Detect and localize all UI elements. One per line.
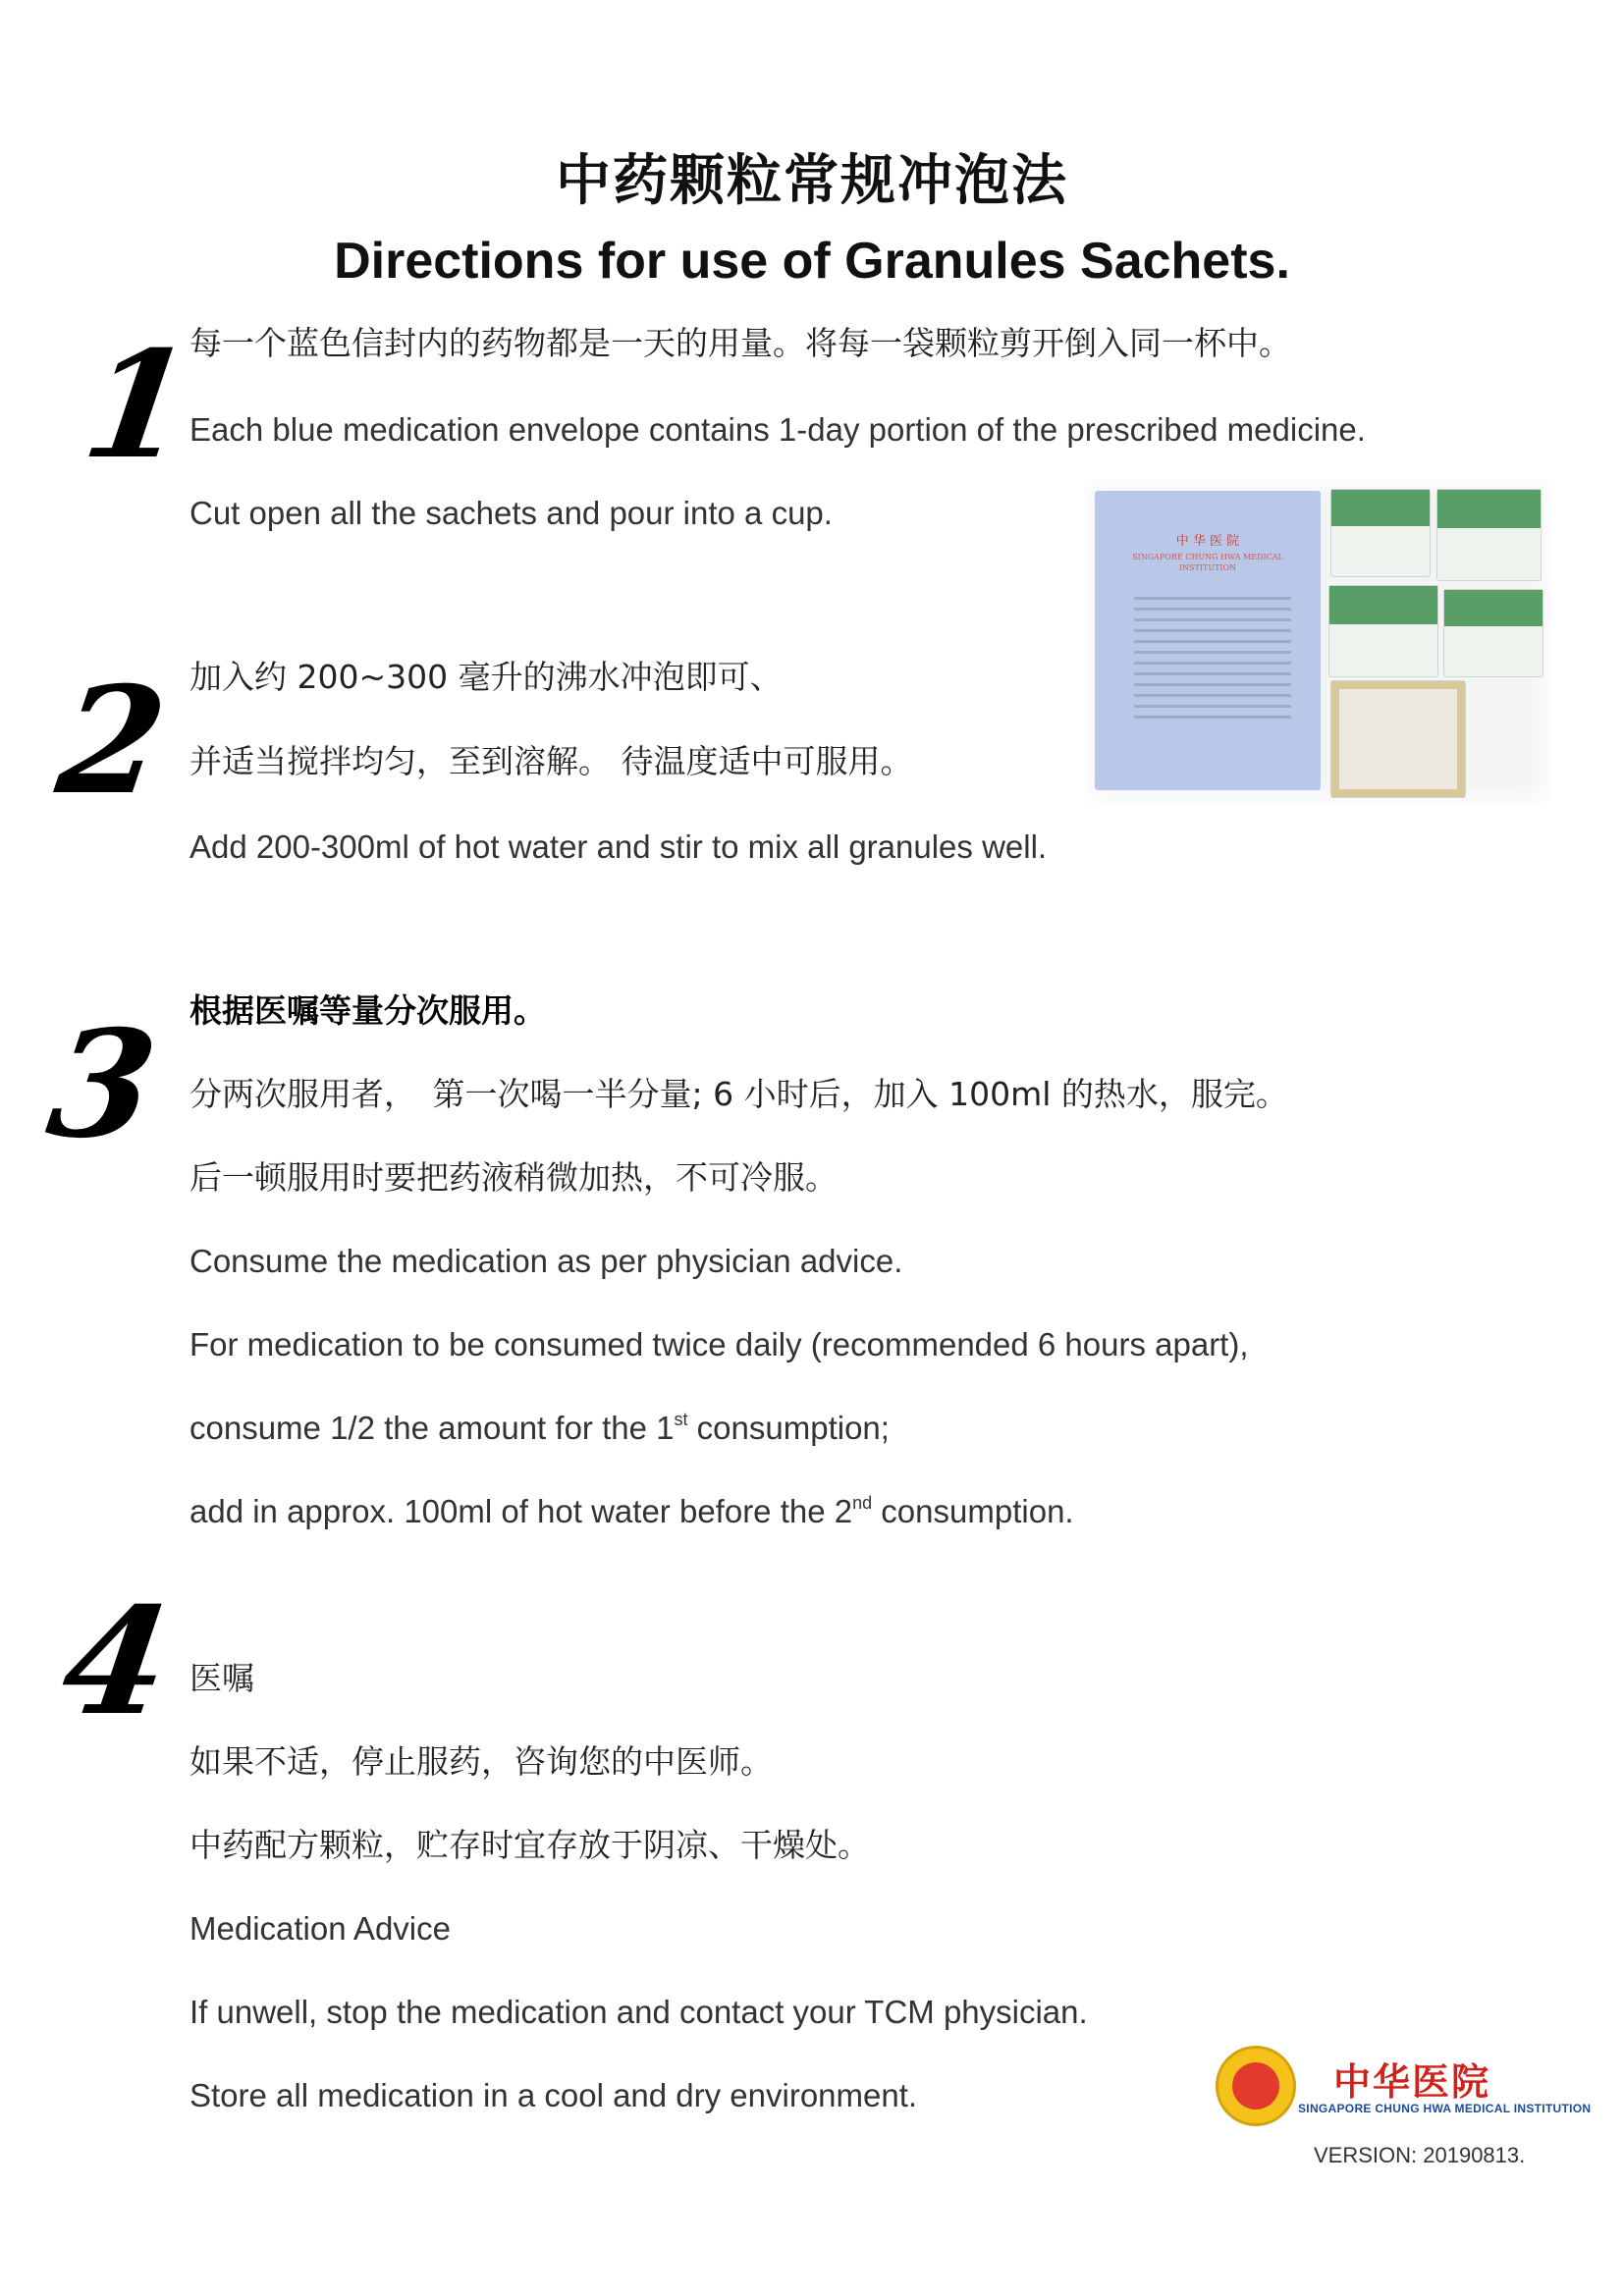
step3-line-en-advice: Consume the medication as per physician advice. <box>189 1243 903 1279</box>
step2-line-cn-2: 并适当搅拌均匀，至到溶解。 待温度适中可服用。 <box>189 742 913 780</box>
blue-envelope <box>1095 491 1321 790</box>
sachet <box>1330 680 1466 798</box>
step-number-1: 1 <box>74 319 201 492</box>
step3-second-sup: nd <box>852 1493 873 1513</box>
hospital-emblem-icon <box>1216 2046 1296 2126</box>
step3-first-sup: st <box>674 1410 688 1429</box>
envelope-subtitle: SINGAPORE CHUNG HWA MEDICAL INSTITUTION <box>1132 553 1283 572</box>
step4-line-en-2: If unwell, stop the medication and contact your TCM physician. <box>189 1994 1088 2030</box>
step3-line-en-first <box>189 1409 890 1448</box>
step1-line-en-1: Each blue medication envelope contains 1-day portion of the prescribed medicine. <box>189 411 1366 448</box>
step4-line-cn-1: 医嘱 <box>189 1659 254 1697</box>
envelope-address-lines <box>1124 589 1291 726</box>
page-title-chinese: 中药颗粒常规冲泡法 <box>556 149 1068 213</box>
step-number-3: 3 <box>38 998 166 1171</box>
step4-line-cn-2: 如果不适，停止服药，咨询您的中医师。 <box>189 1742 773 1781</box>
sachet <box>1328 585 1438 677</box>
step3-second-after: consumption. <box>872 1493 1074 1529</box>
step3-first-after: consumption; <box>687 1410 890 1446</box>
sachet <box>1330 489 1431 577</box>
step4-line-cn-3: 中药配方颗粒，贮存时宜存放于阴凉、干燥处。 <box>189 1826 870 1864</box>
envelope-sachets-photo <box>1085 479 1551 803</box>
sachet <box>1436 489 1542 581</box>
step2-line-en: Add 200-300ml of hot water and stir to mix all granules well. <box>189 828 1048 865</box>
step3-line-en-second <box>189 1492 1074 1531</box>
version-label: VERSION: 20190813. <box>1314 2143 1526 2167</box>
step1-line-en-2: Cut open all the sachets and pour into a cup. <box>189 495 833 531</box>
step3-heading: 根据医嘱等量分次服用。 <box>189 991 546 1030</box>
step4-line-en-1: Medication Advice <box>189 1910 451 1947</box>
step3-line-cn-2: 后一顿服用时要把药液稍微加热，不可冷服。 <box>189 1158 838 1197</box>
step-number-2: 2 <box>48 655 176 828</box>
step3-first-text: consume 1/2 the amount for the 1 <box>189 1410 675 1446</box>
step1-line-cn: 每一个蓝色信封内的药物都是一天的用量。将每一袋颗粒剪开倒入同一杯中。 <box>189 324 1291 362</box>
step-number-4: 4 <box>52 1575 180 1748</box>
step4-line-en-3: Store all medication in a cool and dry environment. <box>189 2077 918 2113</box>
logo-name-chinese: 中华医院 <box>1333 2059 1491 2104</box>
step3-second-text: add in approx. 100ml of hot water before the 2 <box>189 1493 853 1529</box>
sachet <box>1443 589 1543 677</box>
step3-line-en-twice: For medication to be consumed twice daily (recommended 6 hours apart), <box>189 1326 1249 1362</box>
logo-name-english: SINGAPORE CHUNG HWA MEDICAL INSTITUTION <box>1298 2102 1592 2115</box>
step2-line-cn-1: 加入约 200~300 毫升的沸水冲泡即可、 <box>189 658 783 696</box>
step3-line-cn-1: 分两次服用者， 第一次喝一半分量; 6 小时后，加入 100ml 的热水，服完。 <box>189 1075 1288 1113</box>
page-title-english: Directions for use of Granules Sachets. <box>334 233 1290 290</box>
envelope-title: 中 华 医 院 <box>1175 534 1240 549</box>
